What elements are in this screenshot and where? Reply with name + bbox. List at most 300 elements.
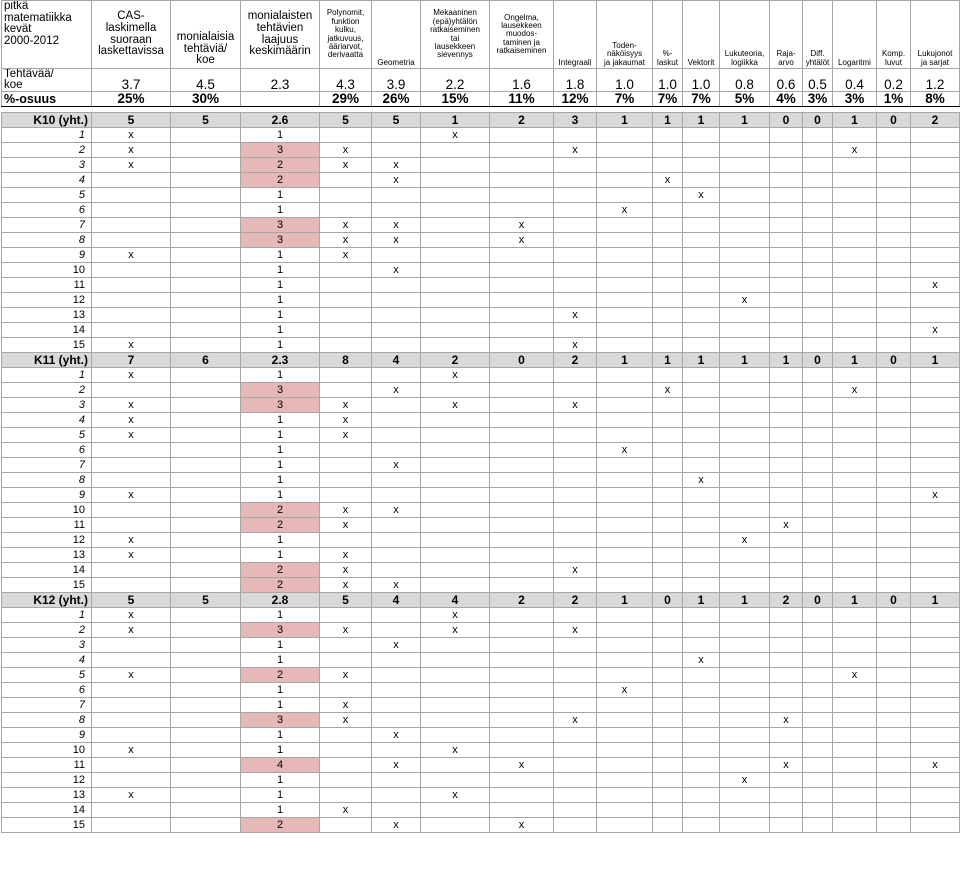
col-header-laajuus-line: laajuus [261, 33, 299, 46]
topic-cell [653, 773, 683, 788]
topic-cell: x [421, 368, 490, 383]
topic-cell [597, 428, 653, 443]
topic-cell [833, 308, 877, 323]
topic-cell [770, 653, 803, 668]
topic-cell: x [421, 608, 490, 623]
col-header-topic-line: luvut [885, 57, 902, 67]
topic-cell [833, 128, 877, 143]
topic-cell [421, 413, 490, 428]
topic-cell [372, 773, 421, 788]
topic-cell [803, 473, 833, 488]
topic-cell [554, 668, 597, 683]
topic-cell [320, 458, 372, 473]
group-total: 0 [653, 593, 683, 608]
topic-cell [320, 683, 372, 698]
task-number: 4 [2, 173, 92, 188]
topic-cell [803, 158, 833, 173]
percent-value: 7% [597, 92, 653, 107]
topic-cell [683, 698, 720, 713]
topic-cell [803, 698, 833, 713]
laajuus-cell: 4 [241, 758, 320, 773]
topic-cell [770, 698, 803, 713]
col-header-topic-line: Vektorit [687, 57, 715, 67]
topic-cell [833, 578, 877, 593]
table-row [2, 443, 960, 458]
monialaisia-cell [171, 233, 241, 248]
topic-cell [683, 623, 720, 638]
monialaisia-cell [171, 278, 241, 293]
col-header-topic [803, 1, 833, 69]
topic-cell: x [320, 413, 372, 428]
topic-cell [770, 143, 803, 158]
monialaisia-cell [171, 488, 241, 503]
topic-cell [803, 323, 833, 338]
topic-cell [720, 548, 770, 563]
group-row [2, 353, 960, 368]
topic-cell: x [911, 278, 960, 293]
topic-cell [683, 803, 720, 818]
topic-cell [421, 278, 490, 293]
table-row [2, 518, 960, 533]
topic-cell [770, 308, 803, 323]
monialaisia-cell [171, 398, 241, 413]
topic-cell [803, 203, 833, 218]
topic-cell [803, 623, 833, 638]
col-header-topic-line: Raja- [776, 49, 796, 59]
average-value: 0.8 [720, 69, 770, 92]
col-header-laajuus [241, 1, 320, 69]
topic-cell [803, 308, 833, 323]
task-number: 3 [2, 638, 92, 653]
topic-cell: x [911, 758, 960, 773]
topic-cell [833, 398, 877, 413]
topic-cell [597, 158, 653, 173]
monialaisia-cell [171, 653, 241, 668]
monialaisia-cell [171, 203, 241, 218]
topic-cell [421, 263, 490, 278]
topic-cell [720, 578, 770, 593]
topic-cell [833, 608, 877, 623]
topic-cell [720, 413, 770, 428]
cas-cell: x [92, 623, 171, 638]
topic-cell [421, 683, 490, 698]
group-total: 2 [490, 113, 554, 128]
topic-cell [911, 413, 960, 428]
topic-cell [653, 158, 683, 173]
topic-cell [683, 143, 720, 158]
col-header-topic [320, 1, 372, 69]
topic-cell [683, 743, 720, 758]
topic-cell [597, 188, 653, 203]
cas-cell [92, 188, 171, 203]
topic-cell: x [554, 623, 597, 638]
topic-cell [877, 518, 911, 533]
topic-cell [320, 608, 372, 623]
topic-cell [490, 803, 554, 818]
topic-cell [833, 158, 877, 173]
topic-cell [320, 788, 372, 803]
topic-cell [683, 443, 720, 458]
group-total: 1 [683, 353, 720, 368]
topic-cell [833, 278, 877, 293]
percent-value: 30% [171, 92, 241, 107]
topic-cell [833, 338, 877, 353]
task-number: 12 [2, 773, 92, 788]
topic-cell [877, 143, 911, 158]
topic-cell: x [833, 668, 877, 683]
topic-cell [372, 473, 421, 488]
topic-cell [653, 698, 683, 713]
topic-cell [597, 323, 653, 338]
task-number: 8 [2, 473, 92, 488]
topic-cell [372, 368, 421, 383]
topic-cell [597, 143, 653, 158]
topic-cell [720, 788, 770, 803]
topic-cell [490, 728, 554, 743]
topic-cell [833, 758, 877, 773]
topic-cell [653, 323, 683, 338]
table-row [2, 203, 960, 218]
topic-cell [770, 263, 803, 278]
topic-cell [372, 128, 421, 143]
topic-cell [720, 683, 770, 698]
topic-cell [833, 638, 877, 653]
cas-cell: x [92, 488, 171, 503]
monialaisia-cell [171, 668, 241, 683]
topic-cell [554, 473, 597, 488]
topic-cell [833, 728, 877, 743]
topic-cell [911, 338, 960, 353]
topic-cell [911, 458, 960, 473]
topic-cell [833, 293, 877, 308]
topic-cell [490, 143, 554, 158]
topic-cell [653, 338, 683, 353]
topic-cell [720, 233, 770, 248]
col-header-cas-line: suoraan [110, 33, 152, 46]
topic-cell: x [597, 443, 653, 458]
cas-cell [92, 713, 171, 728]
topic-cell [803, 338, 833, 353]
group-total: 2 [770, 593, 803, 608]
topic-cell [911, 518, 960, 533]
laajuus-cell: 1 [241, 338, 320, 353]
topic-cell [803, 503, 833, 518]
percent-value: 1% [877, 92, 911, 107]
topic-cell [421, 158, 490, 173]
topic-cell [911, 158, 960, 173]
monialaisia-cell [171, 143, 241, 158]
col-header-topic-line: Lukuteoria, [724, 49, 765, 59]
topic-cell [653, 308, 683, 323]
col-header-topic-line: näköisyys [606, 49, 643, 59]
topic-cell [833, 698, 877, 713]
topic-cell [554, 503, 597, 518]
table-row [2, 413, 960, 428]
table-title [2, 1, 92, 69]
topic-cell [877, 713, 911, 728]
task-number: 9 [2, 248, 92, 263]
topic-cell [803, 173, 833, 188]
monialaisia-cell [171, 518, 241, 533]
topic-cell [421, 293, 490, 308]
topic-cell [720, 443, 770, 458]
topic-cell [554, 188, 597, 203]
topic-cell [490, 413, 554, 428]
topic-cell [911, 563, 960, 578]
topic-cell [597, 173, 653, 188]
topic-cell [372, 788, 421, 803]
topic-cell [833, 653, 877, 668]
topic-cell [554, 443, 597, 458]
col-header-topic [421, 1, 490, 69]
col-header-topic-line: Mekaaninen [433, 8, 477, 18]
topic-cell [490, 653, 554, 668]
topic-cell [770, 188, 803, 203]
topic-cell [803, 233, 833, 248]
topic-cell [597, 818, 653, 833]
topic-cell [597, 773, 653, 788]
monialaisia-cell [171, 608, 241, 623]
topic-cell [877, 398, 911, 413]
topic-cell [490, 428, 554, 443]
cas-cell: x [92, 398, 171, 413]
topic-cell [554, 803, 597, 818]
topic-cell [720, 473, 770, 488]
topic-cell [683, 248, 720, 263]
topic-cell [372, 203, 421, 218]
topic-cell [554, 248, 597, 263]
percent-value: 11% [490, 92, 554, 107]
col-header-topic-line: yhtälöt [805, 57, 830, 67]
topic-cell [770, 128, 803, 143]
cas-cell [92, 473, 171, 488]
topic-cell [911, 383, 960, 398]
task-number: 10 [2, 503, 92, 518]
topic-cell [720, 278, 770, 293]
topic-cell [653, 188, 683, 203]
topic-cell [320, 278, 372, 293]
task-number: 15 [2, 338, 92, 353]
group-total: 1 [720, 353, 770, 368]
topic-cell [803, 818, 833, 833]
cas-cell [92, 578, 171, 593]
cas-cell [92, 818, 171, 833]
topic-cell [421, 338, 490, 353]
topic-cell [554, 728, 597, 743]
topic-cell [833, 488, 877, 503]
topic-cell: x [320, 563, 372, 578]
topic-cell [320, 293, 372, 308]
monialaisia-cell [171, 338, 241, 353]
topic-cell [833, 458, 877, 473]
topic-cell [720, 803, 770, 818]
group-total: 1 [683, 113, 720, 128]
cas-cell [92, 728, 171, 743]
topic-cell [877, 128, 911, 143]
topic-cell [877, 413, 911, 428]
col-header-topic [833, 1, 877, 69]
topic-cell [803, 368, 833, 383]
percent-value: 3% [803, 92, 833, 107]
col-header-monialaisia-line: tehtäviä/ [183, 42, 228, 55]
topic-cell: x [320, 518, 372, 533]
topic-cell [372, 398, 421, 413]
topic-cell [877, 803, 911, 818]
monialaisia-cell [171, 173, 241, 188]
topic-cell [877, 698, 911, 713]
topic-cell [911, 128, 960, 143]
topic-cell [720, 158, 770, 173]
cas-cell: x [92, 158, 171, 173]
task-number: 7 [2, 458, 92, 473]
table-row [2, 623, 960, 638]
topic-cell [683, 728, 720, 743]
topic-cell [803, 278, 833, 293]
topic-cell: x [372, 503, 421, 518]
topic-cell [803, 668, 833, 683]
cas-cell [92, 683, 171, 698]
topic-cell [490, 563, 554, 578]
topic-cell [683, 128, 720, 143]
col-header-cas-line: laskimella [105, 21, 157, 34]
topic-cell [554, 323, 597, 338]
topic-cell: x [372, 383, 421, 398]
col-header-topic-line: %- [662, 49, 673, 59]
topic-cell [421, 563, 490, 578]
topic-cell: x [683, 473, 720, 488]
group-total: 3 [554, 113, 597, 128]
topic-cell [720, 713, 770, 728]
topic-cell [490, 578, 554, 593]
topic-cell [320, 638, 372, 653]
topic-cell [833, 218, 877, 233]
topic-cell [490, 503, 554, 518]
monialaisia-cell [171, 443, 241, 458]
topic-cell [833, 773, 877, 788]
task-number: 6 [2, 203, 92, 218]
topic-cell [372, 188, 421, 203]
topic-cell [653, 233, 683, 248]
cas-cell: x [92, 338, 171, 353]
topic-cell [372, 623, 421, 638]
topic-cell [421, 173, 490, 188]
topic-cell [421, 638, 490, 653]
laajuus-cell: 3 [241, 143, 320, 158]
topic-cell [320, 188, 372, 203]
topic-cell [490, 293, 554, 308]
topic-cell [803, 608, 833, 623]
topic-cell [372, 323, 421, 338]
topic-cell [877, 623, 911, 638]
topic-cell [683, 683, 720, 698]
topic-cell [421, 803, 490, 818]
topic-cell [683, 158, 720, 173]
topic-cell [421, 533, 490, 548]
group-label: K12 (yht.) [2, 593, 92, 608]
laajuus-cell: 1 [241, 683, 320, 698]
monialaisia-cell [171, 413, 241, 428]
topic-cell: x [683, 188, 720, 203]
topic-cell [490, 638, 554, 653]
monialaisia-cell [171, 128, 241, 143]
laajuus-cell: 1 [241, 803, 320, 818]
col-header-topic-line: Logaritmi [838, 57, 871, 67]
cas-cell [92, 218, 171, 233]
topic-cell [490, 263, 554, 278]
topic-cell [421, 248, 490, 263]
topic-cell [653, 458, 683, 473]
topic-cell: x [320, 428, 372, 443]
topic-cell [554, 608, 597, 623]
topic-cell [597, 128, 653, 143]
monialaisia-cell [171, 698, 241, 713]
topic-cell [653, 413, 683, 428]
topic-cell [833, 548, 877, 563]
topic-cell [372, 608, 421, 623]
topic-cell [911, 728, 960, 743]
topic-cell [554, 638, 597, 653]
topic-cell [911, 368, 960, 383]
topic-cell: x [320, 623, 372, 638]
topic-cell [833, 233, 877, 248]
topic-cell [597, 308, 653, 323]
topic-cell [803, 293, 833, 308]
topic-cell [683, 413, 720, 428]
topic-cell [421, 323, 490, 338]
topic-cell [770, 413, 803, 428]
topic-cell [653, 683, 683, 698]
group-total: 1 [720, 593, 770, 608]
laajuus-cell: 1 [241, 248, 320, 263]
topic-cell [554, 548, 597, 563]
topic-cell [490, 743, 554, 758]
topic-cell [320, 758, 372, 773]
topic-cell [554, 458, 597, 473]
laajuus-cell: 1 [241, 128, 320, 143]
topic-cell [653, 263, 683, 278]
topic-cell [911, 683, 960, 698]
topic-cell [320, 203, 372, 218]
topic-cell [803, 803, 833, 818]
laajuus-cell: 1 [241, 308, 320, 323]
monialaisia-cell [171, 773, 241, 788]
topic-cell [803, 458, 833, 473]
topic-cell [720, 638, 770, 653]
cas-cell: x [92, 428, 171, 443]
topic-cell: x [320, 218, 372, 233]
topic-cell [833, 713, 877, 728]
topic-cell [597, 338, 653, 353]
laajuus-cell: 1 [241, 203, 320, 218]
topic-cell [421, 728, 490, 743]
task-number: 7 [2, 698, 92, 713]
topic-cell [683, 503, 720, 518]
topic-cell [877, 563, 911, 578]
topic-cell [770, 533, 803, 548]
topic-cell [877, 368, 911, 383]
topic-cell: x [320, 503, 372, 518]
topic-cell [720, 383, 770, 398]
group-total: 1 [833, 593, 877, 608]
topic-cell: x [490, 818, 554, 833]
topic-cell [490, 203, 554, 218]
topic-cell [421, 518, 490, 533]
topic-cell [877, 293, 911, 308]
topic-cell [803, 443, 833, 458]
monialaisia-cell [171, 263, 241, 278]
topic-cell [554, 683, 597, 698]
group-total: 4 [421, 593, 490, 608]
